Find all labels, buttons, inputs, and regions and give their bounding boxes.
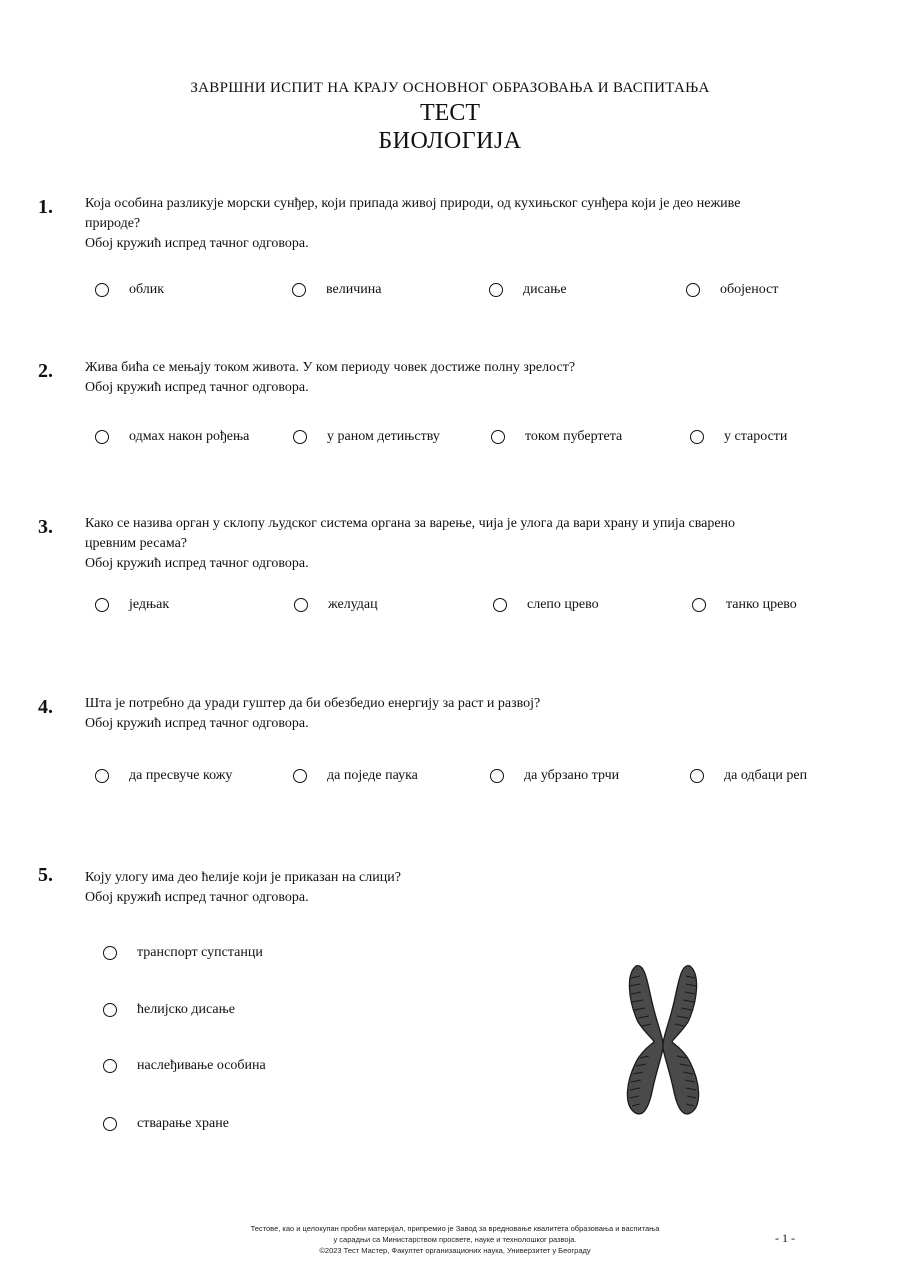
question-2-number: 2. xyxy=(38,360,53,382)
test-title: ТЕСТ xyxy=(420,100,480,126)
question-1-number: 1. xyxy=(38,196,53,218)
radio-circle[interactable] xyxy=(690,769,704,783)
option-label: величина xyxy=(326,282,382,297)
option-label: стварање хране xyxy=(137,1116,229,1131)
chromosome-illustration xyxy=(618,952,708,1124)
question-2-option-2[interactable] xyxy=(293,429,440,445)
question-3-option-3[interactable] xyxy=(493,597,599,613)
question-5-text xyxy=(85,868,865,908)
question-1-line-2: природе? xyxy=(85,216,141,231)
option-label: танко црево xyxy=(726,597,797,612)
option-label: ћелијско дисање xyxy=(137,1002,235,1017)
question-1-option-1[interactable] xyxy=(95,282,164,298)
question-5-option-1[interactable] xyxy=(103,945,263,961)
question-2-option-1[interactable] xyxy=(95,429,249,445)
radio-circle[interactable] xyxy=(95,769,109,783)
option-label: желудац xyxy=(328,597,378,612)
question-4-option-2[interactable] xyxy=(293,768,418,784)
radio-circle[interactable] xyxy=(294,598,308,612)
chromatid-right xyxy=(663,966,699,1114)
question-5-option-3[interactable] xyxy=(103,1058,266,1074)
question-5-instruction: Обој кружић испред тачног одговора. xyxy=(85,890,309,905)
question-4-number: 4. xyxy=(38,696,53,718)
question-3-text xyxy=(85,514,865,574)
question-1-instruction: Обој кружић испред тачног одговора. xyxy=(85,236,309,251)
question-3-option-2[interactable] xyxy=(294,597,378,613)
question-2-line-1: Жива бића се мењају током живота. У ком периоду човек достиже полну зрелост? xyxy=(85,360,576,375)
radio-circle[interactable] xyxy=(686,283,700,297)
option-label: одмах након рођења xyxy=(129,429,250,444)
radio-circle[interactable] xyxy=(293,430,307,444)
question-2-text xyxy=(85,358,865,398)
question-1-option-4[interactable] xyxy=(686,282,778,298)
question-3-number: 3. xyxy=(38,516,53,538)
question-4-instruction: Обој кружић испред тачног одговора. xyxy=(85,716,309,731)
question-1-option-3[interactable] xyxy=(489,282,567,298)
question-3-line-2: цревним ресама? xyxy=(85,536,188,551)
subject-title: БИОЛОГИЈА xyxy=(378,128,522,154)
question-3-option-1[interactable] xyxy=(95,597,169,613)
question-4-line-1: Шта је потребно да уради гуштер да би обезбедио енергију за раст и развој? xyxy=(85,696,541,711)
question-4-text xyxy=(85,694,865,734)
option-label: да одбаци реп xyxy=(724,768,808,783)
radio-circle[interactable] xyxy=(491,430,505,444)
footer-credits xyxy=(240,1223,670,1256)
radio-circle[interactable] xyxy=(489,283,503,297)
radio-circle[interactable] xyxy=(292,283,306,297)
radio-circle[interactable] xyxy=(690,430,704,444)
question-5-line-1: Коју улогу има део ћелије који је приказан на слици? xyxy=(85,870,401,885)
radio-circle[interactable] xyxy=(692,598,706,612)
option-label: једњак xyxy=(129,597,170,612)
question-1-option-2[interactable] xyxy=(292,282,381,298)
radio-circle[interactable] xyxy=(103,1117,117,1131)
option-label: у старости xyxy=(724,429,788,444)
question-4-option-3[interactable] xyxy=(490,768,619,784)
question-4-option-4[interactable] xyxy=(690,768,807,784)
radio-circle[interactable] xyxy=(95,598,109,612)
question-4-option-1[interactable] xyxy=(95,768,232,784)
radio-circle[interactable] xyxy=(493,598,507,612)
option-label: наслеђивање особина xyxy=(137,1058,266,1073)
footer-line-2: у сарадњи са Министарством просвете, науке и технолошког развоја. xyxy=(333,1235,577,1244)
option-label: током пубертета xyxy=(525,429,623,444)
radio-circle[interactable] xyxy=(103,1003,117,1017)
question-5-number: 5. xyxy=(38,864,53,886)
question-3-option-4[interactable] xyxy=(692,597,797,613)
radio-circle[interactable] xyxy=(103,1059,117,1073)
option-label: да убрзано трчи xyxy=(524,768,620,783)
radio-circle[interactable] xyxy=(95,430,109,444)
radio-circle[interactable] xyxy=(490,769,504,783)
option-label: транспорт супстанци xyxy=(137,945,263,960)
radio-circle[interactable] xyxy=(95,283,109,297)
question-1-text xyxy=(85,194,865,254)
footer-line-1: Тестове, као и целокупан пробни материјал, припремио је Завод за вредновање квалитета образовања и васпитања xyxy=(250,1224,660,1233)
question-2-option-4[interactable] xyxy=(690,429,787,445)
option-label: слепо црево xyxy=(527,597,599,612)
page-number: - 1 - xyxy=(775,1231,795,1245)
exam-heading: ЗАВРШНИ ИСПИТ НА КРАЈУ ОСНОВНОГ ОБРАЗОВАЊА И ВАСПИТАЊА xyxy=(190,80,710,96)
option-label: дисање xyxy=(523,282,567,297)
question-3-instruction: Обој кружић испред тачног одговора. xyxy=(85,556,309,571)
question-2-instruction: Обој кружић испред тачног одговора. xyxy=(85,380,309,395)
question-1-line-1: Која особина разликује морски сунђер, који припада живој природи, од кухињског сунђера који је део неживе xyxy=(85,196,741,211)
question-5-option-4[interactable] xyxy=(103,1116,229,1132)
question-3-line-1: Како се назива орган у склопу људског система органа за варење, чија је улога да вари храну и упија сварено xyxy=(85,516,736,531)
option-label: облик xyxy=(129,282,165,297)
option-label: у раном детињству xyxy=(327,429,440,444)
option-label: да поједе паука xyxy=(327,768,418,783)
question-5-option-2[interactable] xyxy=(103,1002,235,1018)
radio-circle[interactable] xyxy=(293,769,307,783)
footer-line-3: ©2023 Тест Мастер, Факултет организационих наука, Универзитет у Београду xyxy=(319,1246,591,1255)
question-2-option-3[interactable] xyxy=(491,429,622,445)
option-label: обојеност xyxy=(720,282,779,297)
radio-circle[interactable] xyxy=(103,946,117,960)
option-label: да пресвуче кожу xyxy=(129,768,233,783)
chromatid-left xyxy=(627,966,663,1114)
